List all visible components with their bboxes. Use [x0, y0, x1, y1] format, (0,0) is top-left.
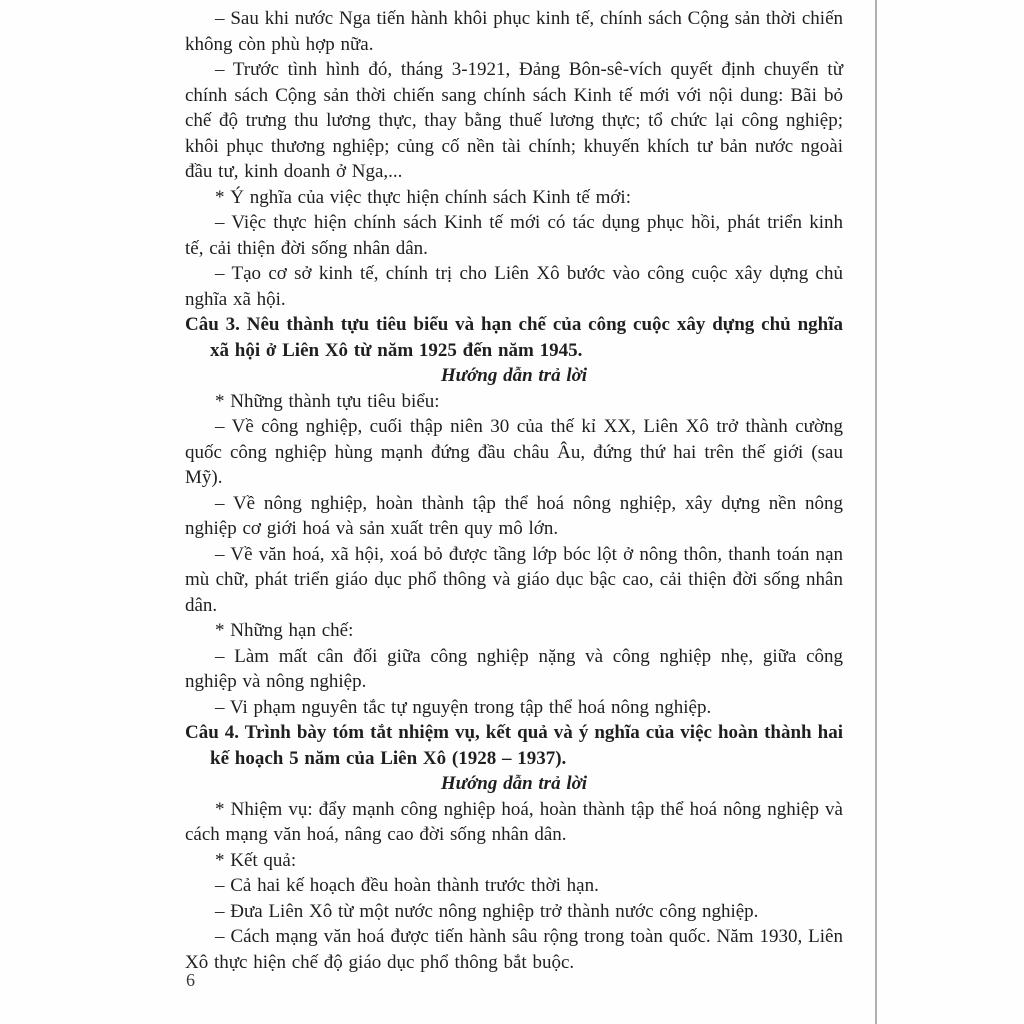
page-number: 6 — [186, 970, 195, 990]
paragraph-star: * Ý nghĩa của việc thực hiện chính sách Kinh tế mới: — [215, 186, 631, 208]
paragraph-dash: – Cả hai kế hoạch đều hoàn thành trước thời hạn. — [215, 875, 599, 896]
paragraph-dash: – Về công nghiệp, cuối thập niên 30 của thế kỉ XX, Liên Xô trở thành cường quốc công nghiệp hùng mạnh đứng đầu châu Âu, đứng thứ hai trên thế giới (sau Mỹ). — [185, 416, 843, 488]
paragraph-star: * Những hạn chế: — [215, 620, 354, 641]
question-heading: Câu 3. Nêu thành tựu tiêu biểu và hạn chế của công cuộc xây dựng chủ nghĩa xã hội ở Liên Xô từ năm 1925 đến năm 1945. — [185, 314, 843, 361]
paragraph-dash: – Đưa Liên Xô từ một nước nông nghiệp trở thành nước công nghiệp. — [215, 900, 759, 922]
paragraph-dash: – Về văn hoá, xã hội, xoá bỏ được tầng lớp bóc lột ở nông thôn, thanh toán nạn mù chữ, phát triển giáo dục phổ thông và giáo dục bậc cao, cải thiện đời sống nhân dân. — [185, 543, 843, 616]
paragraph-dash: – Việc thực hiện chính sách Kinh tế mới có tác dụng phục hồi, phát triển kinh tế, cải thiện đời sống nhân dân. — [185, 212, 843, 259]
paragraph-star: * Những thành tựu tiêu biểu: — [215, 390, 440, 412]
page-edge-rule — [875, 0, 877, 1024]
answer-guide-heading: Hướng dẫn trả lời — [440, 365, 588, 386]
answer-guide-heading: Hướng dẫn trả lời — [440, 773, 588, 794]
paragraph-star: * Kết quả: — [215, 849, 297, 871]
paragraph-dash: – Về nông nghiệp, hoàn thành tập thể hoá nông nghiệp, xây dựng nền nông nghiệp cơ giới hoá và sản xuất trên quy mô lớn. — [185, 492, 843, 539]
paragraph-dash: – Làm mất cân đối giữa công nghiệp nặng và công nghiệp nhẹ, giữa công nghiệp và nông nghiệp. — [185, 645, 843, 692]
paragraph-dash: – Sau khi nước Nga tiến hành khôi phục kinh tế, chính sách Cộng sản thời chiến không còn phù hợp nữa. — [185, 8, 843, 55]
paragraph-star: * Nhiệm vụ: đẩy mạnh công nghiệp hoá, hoàn thành tập thể hoá nông nghiệp và cách mạng văn hoá, nâng cao đời sống nhân dân. — [185, 798, 843, 845]
paragraph-dash: – Cách mạng văn hoá được tiến hành sâu rộng trong toàn quốc. Năm 1930, Liên Xô thực hiện chế độ giáo dục phổ thông bắt buộc. — [185, 926, 843, 973]
paragraph-dash: – Vi phạm nguyên tắc tự nguyện trong tập thể hoá nông nghiệp. — [215, 696, 712, 718]
question-heading: Câu 4. Trình bày tóm tắt nhiệm vụ, kết quả và ý nghĩa của việc hoàn thành hai kế hoạch 5 năm của Liên Xô (1928 – 1937). — [185, 722, 843, 769]
page-text-column — [185, 6, 843, 975]
paragraph-dash: – Tạo cơ sở kinh tế, chính trị cho Liên Xô bước vào công cuộc xây dựng chủ nghĩa xã hội. — [185, 263, 843, 310]
paragraph-dash: – Trước tình hình đó, tháng 3-1921, Đảng Bôn-sê-vích quyết định chuyển từ chính sách Cộng sản thời chiến sang chính sách Kinh tế mới với nội dung: Bãi bỏ chế độ trưng thu lương thực, thay bằng thuế lương thực; tổ chức lại công nghiệp; khôi phục thương nghiệp; củng cố nền tài chính; khuyến khích tư bản nước ngoài đầu tư, kinh doanh ở Nga,... — [185, 59, 843, 182]
